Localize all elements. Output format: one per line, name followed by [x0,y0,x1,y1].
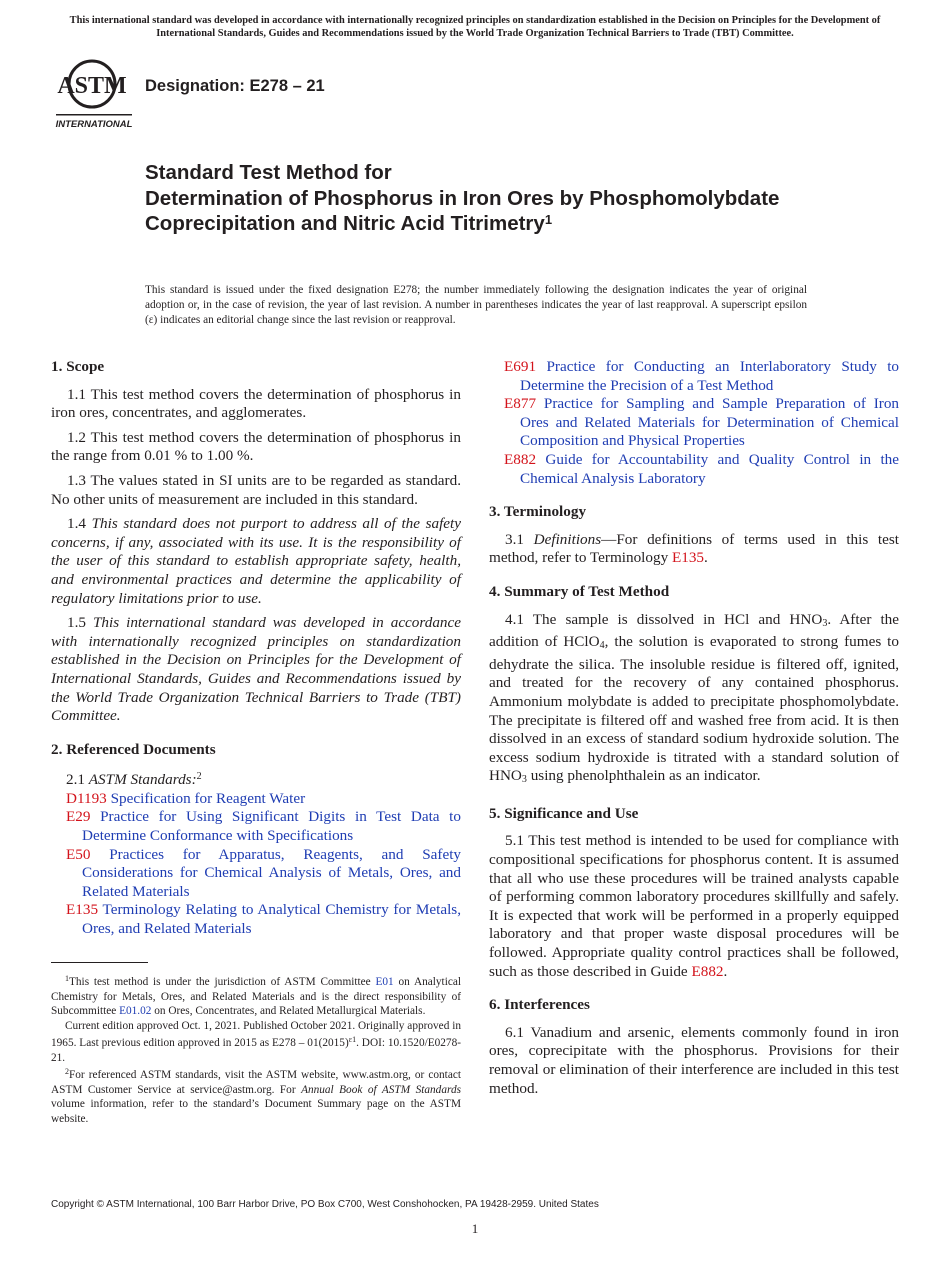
scope-paragraph-1-5: 1.5 This international standard was developed in accordance with internationally recognized principles on standardization established in the Decision on Principles for the Development of International Standards, Guides and Recommendations issued by the World Trade Organization Technical Barriers to Trade (TBT) Committee. [51,614,462,725]
right-column [489,358,899,1104]
significance-link-e882[interactable]: E882 [691,962,724,980]
summary-paragraph-4-1: 4.1 The sample is dissolved in HCl and $HNO_3$. After the addition of HClO$_4$, the solution is evaporated to strong fumes to dehydrate the silica. The insoluble residue is filtered off, ignited, and treated for the recovery of any contained phosphorus. Ammonium molybdate is added to precipitate phosphomolybdate. The precipitate is filtered off and washed free from acid. It is then dissolved in an excess of standard sodium hydroxide solution. The excess sodium hydroxide is titrated with a standard solution of $HNO_3$ using phenolphthalein as an indicator. [489,610,899,786]
scope-paragraph-1-1: 1.1 This test method covers the determination of phosphorus in iron ores, concentrates, and agglomerates. [51,385,461,422]
footnote-1: $^1$This test method is under the jurisdiction of ASTM Committee E01 on Analytical Chemistry for Metals, Ores, and Related Materials and is the direct responsibility of Subcommittee E01.02 on Ores, Concentrates, and Related Metallurgical Materials. [51,974,461,1017]
interferences-paragraph-6-1: 6.1 Vanadium and arsenic, elements commonly found in iron ores, coprecipitate with the phosphorus. Provisions for their removal or elimination of their interference are included in this test method. [489,1023,899,1097]
ref-item-e50[interactable]: E50 Practices for Apparatus, Reagents, and Safety Considerations for Chemical Analysis of Metals, Ores, and Related Materials [66,845,462,900]
significance-paragraph-5-1: 5.1 This test method is intended to be used for compliance with compositional specifications for phosphorus content. It is assumed that all who use these procedures will be trained analysts capable of performing common laboratory procedures skillfully and safely. It is expected that work will be performed in a properly equipped laboratory and that proper waste disposal procedures will be followed. Appropriate quality control practices shall be followed, such as those described in Guide E882. [489,832,899,980]
section-heading-referenced-documents: 2. Referenced Documents [51,740,216,758]
designation: Designation: E278 – 21 [145,77,325,95]
logo-subtext: INTERNATIONAL [55,119,133,130]
document-title [145,160,785,239]
section-heading-summary: 4. Summary of Test Method [489,582,670,600]
copyright-line: Copyright © ASTM International, 100 Barr Harbor Drive, PO Box C700, West Conshohocken, PA 19428-2959. United States [51,1199,599,1210]
issuance-statement: This standard is issued under the fixed designation E278; the number immediately following the designation indicates the year of original adoption or, in the case of revision, the year of last revision. A number in parentheses indicates the year of last reapproval. A superscript epsilon (ε) indicates an editorial change since the last revision or reapproval. [145,284,807,326]
footnotes [51,972,461,1126]
logo-text: ASTM [57,73,127,99]
left-column [51,358,461,939]
scope-paragraph-1-4: 1.4 This standard does not purport to address all of the safety concerns, if any, associated with its use. It is the responsibility of the user of this standard to establish appropriate safety, health, and environmental practices and determine the applicability of regulatory limitations prior to use. [51,515,462,607]
footnote-link-e0102[interactable]: E01.02 [119,1005,152,1017]
title-line-2: Determination of Phosphorus in Iron Ores by Phosphomolybdate Coprecipitation and Nitric Acid Titrimetry [145,186,780,235]
scope-paragraph-1-2: 1.2 This test method covers the determination of phosphorus in the range from 0.01 % to 1.00 %. [51,428,461,465]
ref-item-e691[interactable]: E691 Practice for Conducting an Interlaboratory Study to Determine the Precision of a Test Method [504,358,900,394]
terminology-link-e135[interactable]: E135 [671,549,705,567]
footnote-2: $^2$For referenced ASTM standards, visit the ASTM website, www.astm.org, or contact ASTM Customer Service at service@astm.org. For Annual Book of ASTM Standards volume information, refer to the standard’s Document Summary page on the ASTM website. [51,1067,461,1125]
footnote-link-e01[interactable]: E01 [375,976,394,988]
ref-item-e882[interactable]: E882 Guide for Accountability and Quality Control in the Chemical Analysis Laboratory [504,450,899,487]
section-heading-significance: 5. Significance and Use [489,804,639,822]
section-heading-interferences: 6. Interferences [489,996,590,1014]
terminology-paragraph-3-1: 3.1 Definitions—For definitions of terms used in this test method, refer to Terminology E135. [489,530,900,567]
ref-item-d1193[interactable]: D1193 Specification for Reagent Water [66,789,306,807]
astm-international-logo-icon [52,56,136,132]
section-heading-terminology: 3. Terminology [489,503,587,521]
astm-standards-label: 2.1 ASTM Standards:$^2$ [66,771,202,789]
title-line-1: Standard Test Method for [145,161,392,184]
scope-paragraph-1-3: 1.3 The values stated in SI units are to be regarded as standard. No other units of measurement are included in this standard. [51,471,461,508]
page-number: 1 [471,1221,479,1236]
title-footnote-mark: 1 [544,212,553,227]
wto-notice: This international standard was developed in accordance with internationally recognized principles on standardization established in the Decision on Principles for the Development of International Standards, Guides and Recommendations issued by the World Trade Organization Technical Barriers to Trade (TBT) Committee. [69,15,881,39]
footnote-divider [51,962,148,963]
ref-item-e135[interactable]: E135 Terminology Relating to Analytical Chemistry for Metals, Ores, and Related Materials [66,901,461,938]
ref-item-e877[interactable]: E877 Practice for Sampling and Sample Preparation of Iron Ores and Related Materials for Determination of Chemical Composition and Physical Properties [504,395,900,450]
ref-item-e29[interactable]: E29 Practice for Using Significant Digits in Test Data to Determine Conformance with Specifications [66,808,461,845]
astm-logo [52,56,136,132]
section-heading-scope: 1. Scope [51,358,105,375]
footnote-1-edition: Current edition approved Oct. 1, 2021. Published October 2021. Originally approved in 1965. Last previous edition approved in 2015 as $E278 - 01(2015)^{\varepsilon 1}$. DOI: 10.1520/E0278-21. [51,1019,461,1064]
